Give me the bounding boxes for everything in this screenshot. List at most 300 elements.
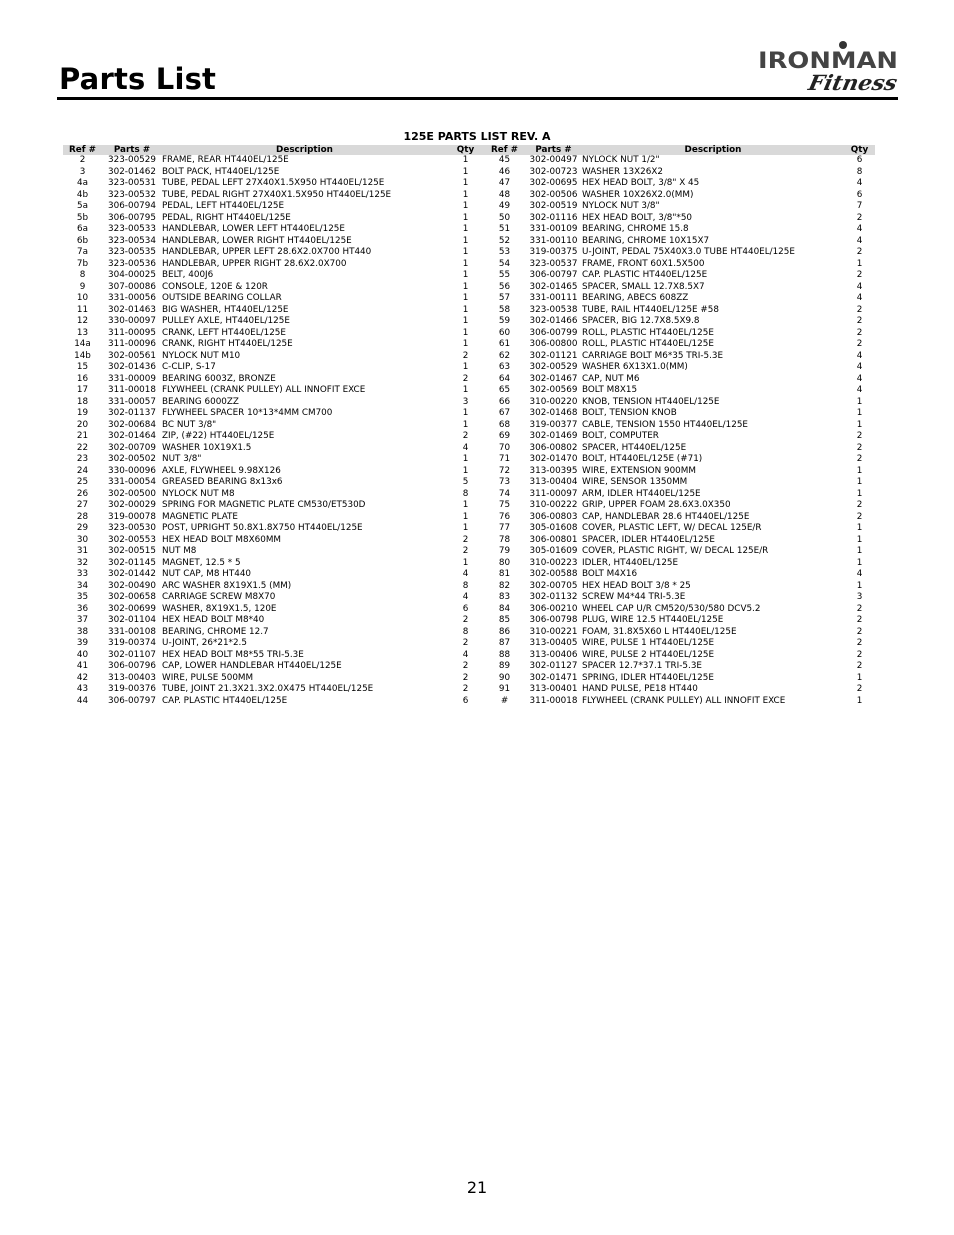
part-number: 323-00536 [108, 258, 156, 269]
ref-number: 90 [498, 672, 511, 683]
part-description: WIRE, EXTENSION 900MM [582, 465, 696, 476]
part-number: 310-00222 [529, 500, 578, 510]
ref-number: 91 [498, 684, 511, 694]
part-qty: 1 [462, 247, 469, 257]
part-qty: 1 [856, 488, 863, 499]
header-description: Description [582, 145, 844, 155]
part-qty: 1 [856, 695, 863, 706]
ref-number: 4b [76, 189, 89, 200]
part-qty: 1 [462, 281, 469, 292]
header-parts: Parts # [525, 145, 582, 155]
ref-number: 68 [498, 419, 511, 430]
part-number: 331-00109 [529, 224, 578, 234]
header-description: Description [162, 145, 447, 155]
part-description: BEARING, CHROME 10X15X7 [582, 235, 710, 246]
logo-brand-top: IRONMAN [758, 49, 898, 74]
part-qty: 4 [856, 362, 863, 372]
ref-number: 34 [76, 580, 89, 591]
part-qty: 2 [856, 270, 863, 280]
part-description: NYLOCK NUT 1/2" [582, 155, 660, 165]
ref-number: 31 [76, 546, 89, 556]
part-number: 302-01436 [108, 362, 156, 372]
ref-number: 16 [76, 373, 89, 384]
part-description: CAP, NUT M6 [582, 373, 640, 384]
part-description: WIRE, PULSE 1 HT440EL/125E [582, 638, 715, 648]
ref-number: 32 [76, 557, 89, 568]
part-description: CRANK, RIGHT HT440EL/125E [162, 339, 293, 349]
part-number: 302-00497 [529, 155, 578, 165]
part-number: 302-01132 [529, 592, 578, 602]
ref-number: 14b [74, 350, 91, 361]
part-number: 302-01471 [529, 672, 578, 683]
part-qty: 3 [856, 592, 863, 602]
part-number: 323-00532 [108, 189, 156, 200]
part-qty: 1 [462, 362, 469, 372]
part-description: BEARING, CHROME 15.8 [582, 224, 689, 234]
part-number: 302-01468 [529, 408, 578, 418]
table-row [63, 661, 875, 673]
table-row [63, 236, 875, 248]
part-qty: 1 [462, 465, 469, 476]
part-description: HEX HEAD BOLT, 3/8" X 45 [582, 178, 700, 188]
part-qty: 2 [462, 534, 469, 545]
table-row [63, 155, 875, 167]
table-row [63, 696, 875, 708]
ref-number: 86 [498, 626, 511, 637]
part-qty: 1 [462, 339, 469, 349]
ref-number: 43 [76, 684, 89, 694]
part-description: PEDAL, LEFT HT440EL/125E [162, 201, 285, 211]
ref-number: 48 [498, 189, 511, 200]
ref-number: 62 [498, 350, 511, 361]
table-row [63, 443, 875, 455]
part-number: 302-00709 [108, 442, 156, 453]
part-description: HEX HEAD BOLT M8*40 [162, 615, 265, 625]
part-qty: 1 [462, 224, 469, 234]
part-description: IDLER, HT440EL/125E [582, 557, 679, 568]
part-description: CAP. PLASTIC HT440EL/125E [162, 695, 288, 706]
parts-table-header [63, 145, 875, 155]
ref-number: 72 [498, 465, 511, 476]
part-number: 302-01470 [529, 454, 578, 464]
part-qty: 4 [462, 569, 469, 579]
part-number: 302-01467 [529, 373, 578, 384]
part-description: FLYWHEEL SPACER 10*13*4MM CM700 [162, 408, 333, 418]
part-description: U-JOINT, 26*21*2.5 [162, 638, 247, 648]
table-row [63, 604, 875, 616]
part-number: 302-01463 [108, 304, 156, 315]
part-number: 331-00009 [108, 373, 156, 384]
part-description: BELT, 400J6 [162, 270, 214, 280]
part-number: 302-00695 [529, 178, 578, 188]
part-description: SPRING FOR MAGNETIC PLATE CM530/ET530D [162, 500, 366, 510]
part-description: CARRIAGE BOLT M6*35 TRI-5.3E [582, 350, 724, 361]
part-qty: 4 [462, 442, 469, 453]
ref-number: 20 [76, 419, 89, 430]
part-description: HEX HEAD BOLT, 3/8"*50 [582, 212, 693, 223]
ref-number: 10 [76, 293, 89, 303]
ref-number: 24 [76, 465, 89, 476]
part-qty: 2 [462, 684, 469, 694]
part-qty: 1 [856, 396, 863, 407]
part-description: OUTSIDE BEARING COLLAR [162, 293, 282, 303]
ref-number: 51 [498, 224, 511, 234]
table-row [63, 500, 875, 512]
ref-number: 25 [76, 477, 89, 487]
part-description: BOLT M4X16 [582, 569, 638, 579]
part-description: NYLOCK NUT 3/8" [582, 201, 660, 211]
part-number: 313-00401 [529, 684, 578, 694]
table-row [63, 213, 875, 225]
part-number: 311-00018 [108, 385, 156, 395]
part-description: WASHER 10X19X1.5 [162, 442, 252, 453]
part-number: 302-00561 [108, 350, 156, 361]
part-qty: 2 [856, 615, 863, 625]
part-description: PLUG, WIRE 12.5 HT440EL/125E [582, 615, 724, 625]
part-number: 302-01442 [108, 569, 156, 579]
part-description: SPACER, BIG 12.7X8.5X9.8 [582, 316, 700, 326]
part-description: WIRE, SENSOR 1350MM [582, 477, 688, 487]
ref-number: 7a [77, 247, 88, 257]
part-qty: 2 [856, 649, 863, 660]
part-number: 311-00097 [529, 488, 578, 499]
part-qty: 6 [856, 155, 863, 165]
part-number: 302-00529 [529, 362, 578, 372]
part-qty: 1 [462, 166, 469, 177]
part-qty: 1 [462, 189, 469, 200]
ref-number: 6b [76, 235, 89, 246]
part-number: 323-00534 [108, 235, 156, 246]
part-number: 323-00530 [108, 523, 156, 533]
part-number: 302-01104 [108, 615, 156, 625]
ref-number: 38 [76, 626, 89, 637]
part-description: HANDLEBAR, UPPER RIGHT 28.6X2.0X700 [162, 258, 347, 269]
part-qty: 4 [856, 235, 863, 246]
part-description: NUT CAP, M8 HT440 [162, 569, 252, 579]
table-row [63, 420, 875, 432]
part-description: GRIP, UPPER FOAM 28.6X3.0X350 [582, 500, 731, 510]
ref-number: 21 [76, 431, 89, 441]
part-qty: 1 [856, 477, 863, 487]
part-qty: 1 [462, 419, 469, 430]
ref-number: 52 [498, 235, 511, 246]
ref-number: 3 [79, 166, 86, 177]
part-qty: 1 [856, 534, 863, 545]
ref-number: # [500, 695, 509, 706]
part-qty: 1 [856, 672, 863, 683]
table-row [63, 351, 875, 363]
part-description: AXLE, FLYWHEEL 9.98X126 [162, 465, 281, 476]
ref-number: 50 [498, 212, 511, 223]
table-row [63, 259, 875, 271]
ref-number: 30 [76, 534, 89, 545]
part-qty: 4 [856, 350, 863, 361]
part-number: 323-00538 [529, 304, 578, 315]
part-number: 306-00800 [529, 339, 578, 349]
part-description: TUBE, RAIL HT440EL/125E #58 [582, 304, 719, 315]
ref-number: 66 [498, 396, 511, 407]
part-number: 306-00798 [529, 615, 578, 625]
logo-brand-bottom: Fitness [806, 71, 897, 96]
part-qty: 2 [462, 546, 469, 556]
part-description: ROLL, PLASTIC HT440EL/125E [582, 339, 714, 349]
part-description: ARC WASHER 8X19X1.5 (MM) [162, 580, 292, 591]
part-description: WASHER 6X13X1.0(MM) [582, 362, 688, 372]
part-number: 306-00801 [529, 534, 578, 545]
part-number: 302-00515 [108, 546, 156, 556]
table-row [63, 397, 875, 409]
ref-number: 71 [498, 454, 511, 464]
table-row [63, 385, 875, 397]
part-description: WASHER 10X26X2.0(MM) [582, 189, 694, 200]
part-number: 323-00529 [108, 155, 156, 165]
part-number: 313-00405 [529, 638, 578, 648]
part-qty: 8 [462, 626, 469, 637]
table-row [63, 512, 875, 524]
table-row [63, 293, 875, 305]
table-row [63, 328, 875, 340]
part-description: WIRE, PULSE 2 HT440EL/125E [582, 649, 715, 660]
part-description: HANDLEBAR, LOWER LEFT HT440EL/125E [162, 224, 345, 234]
part-number: 331-00108 [108, 626, 156, 637]
part-description: COVER, PLASTIC LEFT, W/ DECAL 125E/R [582, 523, 762, 533]
table-row [63, 477, 875, 489]
ref-number: 13 [76, 327, 89, 338]
part-number: 306-00803 [529, 511, 578, 522]
ref-number: 54 [498, 258, 511, 269]
part-description: WHEEL CAP U/R CM520/530/580 DCV5.2 [582, 603, 761, 614]
ref-number: 5a [77, 201, 88, 211]
part-qty: 8 [462, 488, 469, 499]
part-number: 313-00403 [108, 672, 156, 683]
part-description: TUBE, PEDAL LEFT 27X40X1.5X950 HT440EL/125E [162, 178, 385, 188]
part-description: HEX HEAD BOLT M8*55 TRI-5.3E [162, 649, 304, 660]
part-description: WASHER 13X26X2 [582, 166, 663, 177]
table-row [63, 178, 875, 190]
part-number: 302-01137 [108, 408, 156, 418]
part-qty: 1 [462, 500, 469, 510]
table-row [63, 627, 875, 639]
ref-number: 75 [498, 500, 511, 510]
ref-number: 60 [498, 327, 511, 338]
part-description: HANDLEBAR, LOWER RIGHT HT440EL/125E [162, 235, 352, 246]
part-description: SPRING, IDLER HT440EL/125E [582, 672, 714, 683]
part-description: BEARING, CHROME 12.7 [162, 626, 269, 637]
part-description: BC NUT 3/8" [162, 419, 217, 430]
part-number: 323-00533 [108, 224, 156, 234]
part-number: 302-01465 [529, 281, 578, 292]
part-number: 331-00111 [529, 293, 578, 303]
part-description: SPACER, HT440EL/125E [582, 442, 687, 453]
part-qty: 2 [856, 247, 863, 257]
part-number: 302-01127 [529, 661, 578, 671]
part-number: 302-01116 [529, 212, 578, 223]
part-description: ZIP, (#22) HT440EL/125E [162, 431, 275, 441]
part-description: POST, UPRIGHT 50.8X1.8X750 HT440EL/125E [162, 523, 363, 533]
part-description: BOLT, TENSION KNOB [582, 408, 677, 418]
part-qty: 6 [462, 695, 469, 706]
ref-number: 28 [76, 511, 89, 522]
part-description: COVER, PLASTIC RIGHT, W/ DECAL 125E/R [582, 546, 769, 556]
part-number: 331-00057 [108, 396, 156, 407]
part-number: 319-00377 [529, 419, 578, 430]
ref-number: 80 [498, 557, 511, 568]
ref-number: 83 [498, 592, 511, 602]
part-description: SPACER, SMALL 12.7X8.5X7 [582, 281, 705, 292]
part-description: BEARING 6000ZZ [162, 396, 239, 407]
ironman-fitness-logo [756, 40, 900, 96]
part-qty: 4 [856, 293, 863, 303]
part-description: CONSOLE, 120E & 120R [162, 281, 268, 292]
table-row [63, 339, 875, 351]
part-description: HEX HEAD BOLT M8X60MM [162, 534, 282, 545]
ref-number: 2 [79, 155, 86, 165]
ref-number: 42 [76, 672, 89, 683]
part-description: SPACER, IDLER HT440EL/125E [582, 534, 715, 545]
part-number: 306-00796 [108, 661, 156, 671]
part-qty: 1 [856, 408, 863, 418]
part-qty: 2 [856, 316, 863, 326]
part-qty: 1 [462, 178, 469, 188]
part-description: CRANK, LEFT HT440EL/125E [162, 327, 286, 338]
part-number: 305-01609 [529, 546, 578, 556]
part-number: 319-00375 [529, 247, 578, 257]
part-number: 313-00404 [529, 477, 578, 487]
part-description: WASHER, 8X19X1.5, 120E [162, 603, 277, 614]
ref-number: 23 [76, 454, 89, 464]
part-qty: 4 [856, 224, 863, 234]
table-row [63, 615, 875, 627]
part-description: BIG WASHER, HT440EL/125E [162, 304, 289, 315]
title-rule [57, 97, 898, 100]
part-qty: 1 [856, 523, 863, 533]
part-description: TUBE, PEDAL RIGHT 27X40X1.5X950 HT440EL/125E [162, 189, 392, 200]
part-qty: 2 [462, 615, 469, 625]
part-qty: 1 [462, 316, 469, 326]
part-number: 306-00795 [108, 212, 156, 223]
ref-number: 6a [77, 224, 88, 234]
part-qty: 1 [462, 258, 469, 269]
part-number: 331-00056 [108, 293, 156, 303]
table-row [63, 569, 875, 581]
part-number: 302-00519 [529, 201, 578, 211]
ref-number: 4a [77, 178, 88, 188]
part-description: PEDAL, RIGHT HT440EL/125E [162, 212, 291, 223]
ref-number: 64 [498, 373, 511, 384]
ref-number: 29 [76, 523, 89, 533]
part-qty: 2 [462, 373, 469, 384]
table-title: 125E PARTS LIST REV. A [403, 130, 551, 143]
part-qty: 1 [856, 580, 863, 591]
part-number: 302-00500 [108, 488, 156, 499]
part-qty: 1 [462, 270, 469, 280]
part-description: U-JOINT, PEDAL 75X40X3.0 TUBE HT440EL/125E [582, 247, 795, 257]
part-qty: 1 [462, 327, 469, 338]
part-number: 306-00797 [108, 695, 156, 706]
ref-number: 73 [498, 477, 511, 487]
table-row [63, 374, 875, 386]
table-row [63, 684, 875, 696]
ref-number: 56 [498, 281, 511, 292]
table-row [63, 316, 875, 328]
part-number: 311-00018 [529, 695, 578, 706]
ref-number: 11 [76, 304, 89, 315]
ref-number: 55 [498, 270, 511, 280]
part-number: 310-00221 [529, 626, 578, 637]
header-qty: Qty [844, 145, 875, 155]
ref-number: 67 [498, 408, 511, 418]
part-qty: 1 [462, 235, 469, 246]
part-qty: 2 [462, 350, 469, 361]
ref-number: 15 [76, 362, 89, 372]
part-number: 302-00506 [529, 189, 578, 200]
part-description: BEARING, ABECS 608ZZ [582, 293, 689, 303]
table-row [63, 558, 875, 570]
ref-number: 76 [498, 511, 511, 522]
part-number: 306-00797 [529, 270, 578, 280]
part-number: 302-00029 [108, 500, 156, 510]
ref-number: 49 [498, 201, 511, 211]
part-description: WIRE, PULSE 500MM [162, 672, 254, 683]
part-qty: 4 [856, 178, 863, 188]
table-row [63, 489, 875, 501]
part-number: 331-00054 [108, 477, 156, 487]
part-description: SPACER 12.7*37.1 TRI-5.3E [582, 661, 702, 671]
part-qty: 2 [856, 327, 863, 338]
part-description: MAGNETIC PLATE [162, 511, 238, 522]
part-description: CABLE, TENSION 1550 HT440EL/125E [582, 419, 748, 430]
table-row [63, 466, 875, 478]
ref-number: 77 [498, 523, 511, 533]
part-qty: 1 [462, 201, 469, 211]
ref-number: 45 [498, 155, 511, 165]
part-qty: 2 [462, 672, 469, 683]
part-qty: 4 [462, 649, 469, 660]
part-description: BOLT M8X15 [582, 385, 638, 395]
part-qty: 2 [856, 431, 863, 441]
part-qty: 1 [462, 511, 469, 522]
part-number: 302-01469 [529, 431, 578, 441]
ref-number: 89 [498, 661, 511, 671]
part-number: 311-00095 [108, 327, 156, 338]
part-qty: 2 [856, 684, 863, 694]
part-number: 319-00078 [108, 511, 156, 522]
part-number: 330-00097 [108, 316, 156, 326]
table-row [63, 224, 875, 236]
ref-number: 53 [498, 247, 511, 257]
ref-number: 35 [76, 592, 89, 602]
ref-number: 84 [498, 603, 511, 614]
part-number: 306-00210 [529, 603, 578, 614]
ref-number: 39 [76, 638, 89, 648]
part-number: 302-00569 [529, 385, 578, 395]
part-qty: 1 [856, 557, 863, 568]
ref-number: 12 [76, 316, 89, 326]
part-qty: 6 [462, 603, 469, 614]
part-qty: 2 [856, 442, 863, 453]
table-row [63, 362, 875, 374]
part-description: CAP, LOWER HANDLEBAR HT440EL/125E [162, 661, 342, 671]
part-number: 302-00723 [529, 166, 578, 177]
part-description: NUT 3/8" [162, 454, 202, 464]
table-row [63, 282, 875, 294]
part-qty: 1 [462, 212, 469, 223]
part-number: 302-01107 [108, 649, 156, 660]
ref-number: 87 [498, 638, 511, 648]
part-number: 302-01464 [108, 431, 156, 441]
part-qty: 2 [856, 661, 863, 671]
part-qty: 2 [856, 339, 863, 349]
